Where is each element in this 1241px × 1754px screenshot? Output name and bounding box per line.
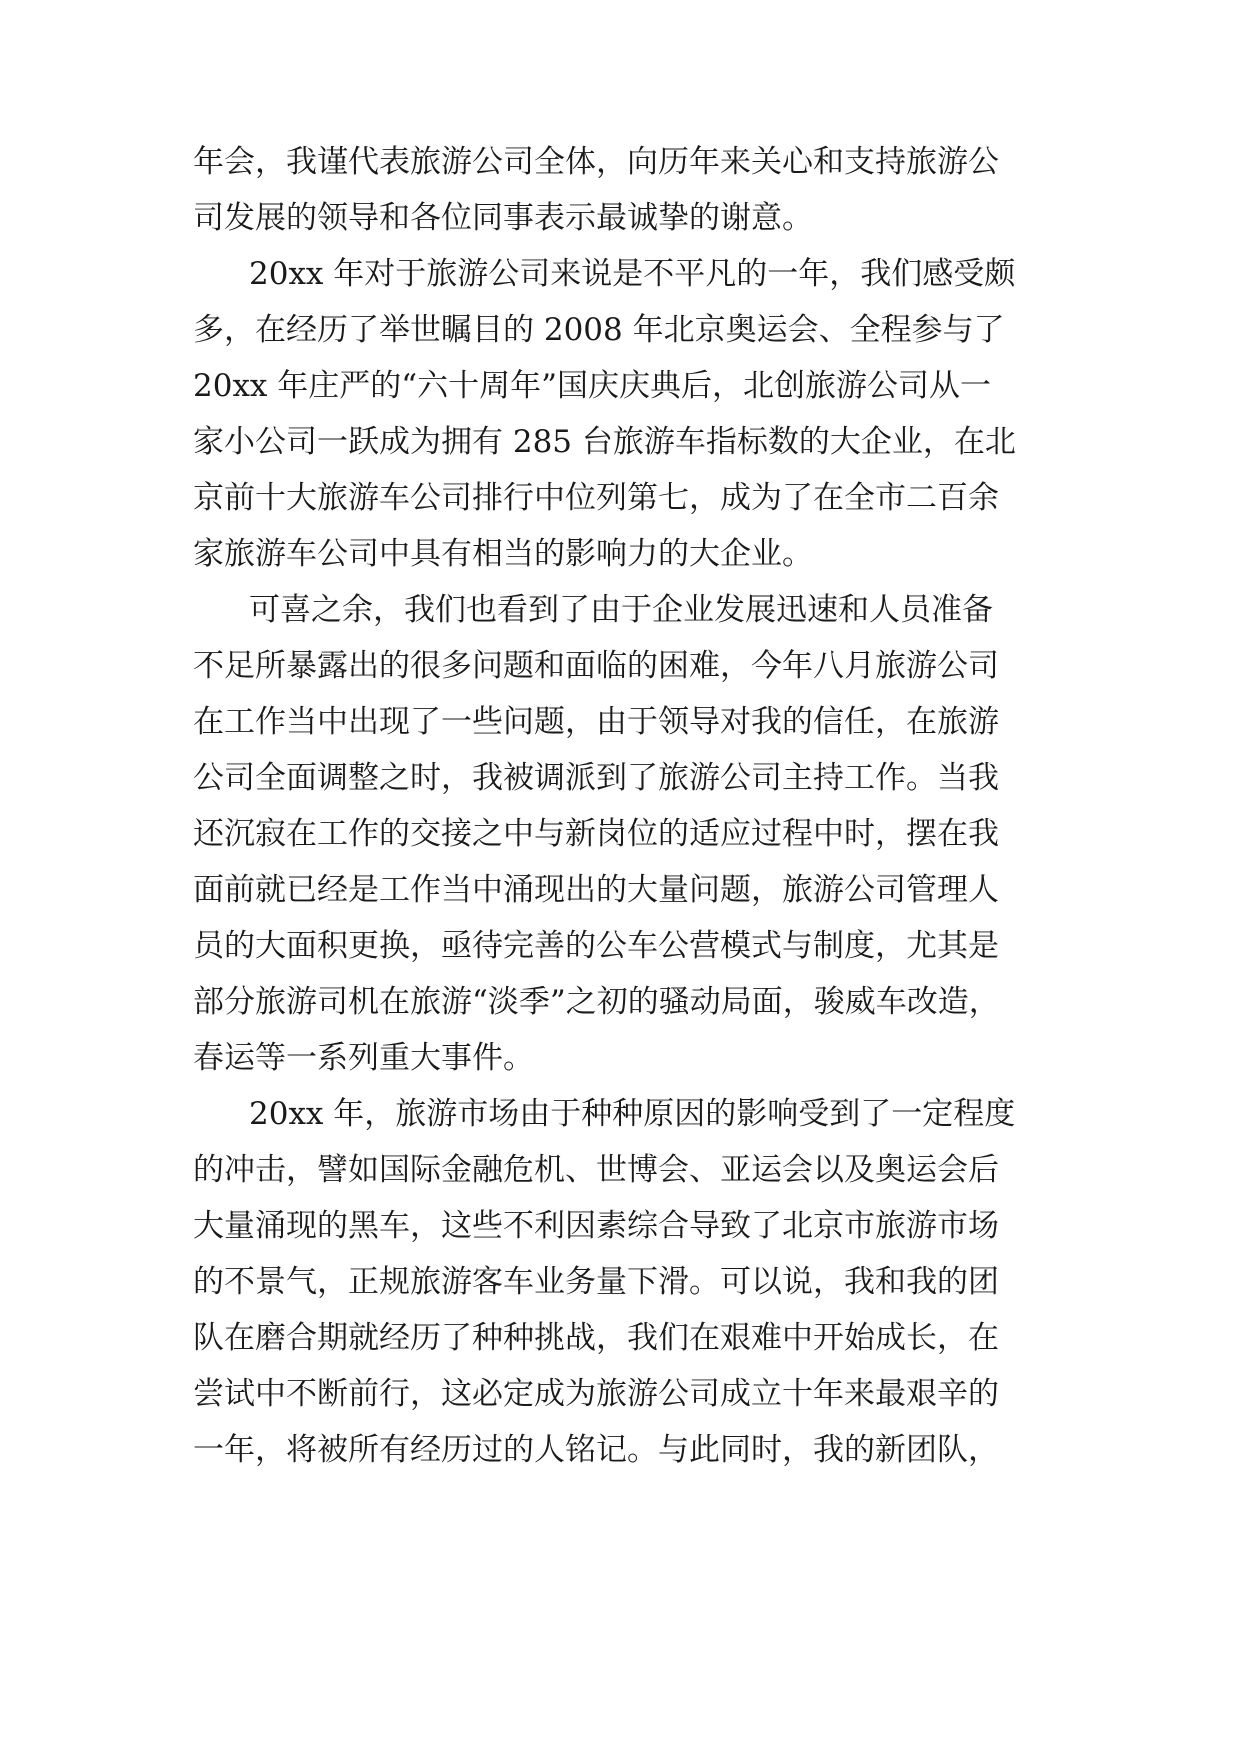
paragraph-start-line: 可喜之余，我们也看到了由于企业发展迅速和人员准备 xyxy=(249,592,993,628)
text-line: 员的大面积更换，亟待完善的公车公营模式与制度，尤其是 xyxy=(193,928,999,964)
text-line: 家小公司一跃成为拥有 285 台旅游车指标数的大企业，在北 xyxy=(193,424,1016,460)
text-line: 公司全面调整之时，我被调派到了旅游公司主持工作。当我 xyxy=(193,760,999,796)
text-line: 不足所暴露出的很多问题和面临的困难，今年八月旅游公司 xyxy=(193,648,999,684)
text-line: 的不景气，正规旅游客车业务量下滑。可以说，我和我的团 xyxy=(193,1264,999,1300)
text-line: 大量涌现的黑车，这些不利因素综合导致了北京市旅游市场 xyxy=(193,1208,999,1244)
text-line: 队在磨合期就经历了种种挑战，我们在艰难中开始成长，在 xyxy=(193,1320,999,1356)
text-line: 还沉寂在工作的交接之中与新岗位的适应过程中时，摆在我 xyxy=(193,816,999,852)
text-line: 尝试中不断前行，这必定成为旅游公司成立十年来最艰辛的 xyxy=(193,1376,999,1412)
text-line: 司发展的领导和各位同事表示最诚挚的谢意。 xyxy=(193,200,813,236)
paragraph-start-line: 20xx 年，旅游市场由于种种原因的影响受到了一定程度 xyxy=(249,1096,1016,1132)
text-line: 在工作当中出现了一些问题，由于领导对我的信任，在旅游 xyxy=(193,704,999,740)
text-line: 多，在经历了举世瞩目的 2008 年北京奥运会、全程参与了 xyxy=(193,312,1005,348)
text-line: 部分旅游司机在旅游“淡季”之初的骚动局面，骏威车改造， xyxy=(193,984,1000,1020)
text-line: 家旅游车公司中具有相当的影响力的大企业。 xyxy=(193,536,813,572)
text-line: 一年，将被所有经历过的人铭记。与此同时，我的新团队， xyxy=(193,1432,999,1468)
text-line: 的冲击，譬如国际金融危机、世博会、亚运会以及奥运会后 xyxy=(193,1152,999,1188)
text-line: 京前十大旅游车公司排行中位列第七，成为了在全市二百余 xyxy=(193,480,999,516)
text-line: 20xx 年庄严的“六十周年”国庆庆典后，北创旅游公司从一 xyxy=(193,368,991,404)
text-line: 春运等一系列重大事件。 xyxy=(193,1040,534,1076)
text-line: 面前就已经是工作当中涌现出的大量问题，旅游公司管理人 xyxy=(193,872,999,908)
paragraph-start-line: 20xx 年对于旅游公司来说是不平凡的一年，我们感受颇 xyxy=(249,256,1016,292)
text-line: 年会，我谨代表旅游公司全体，向历年来关心和支持旅游公 xyxy=(193,144,999,180)
